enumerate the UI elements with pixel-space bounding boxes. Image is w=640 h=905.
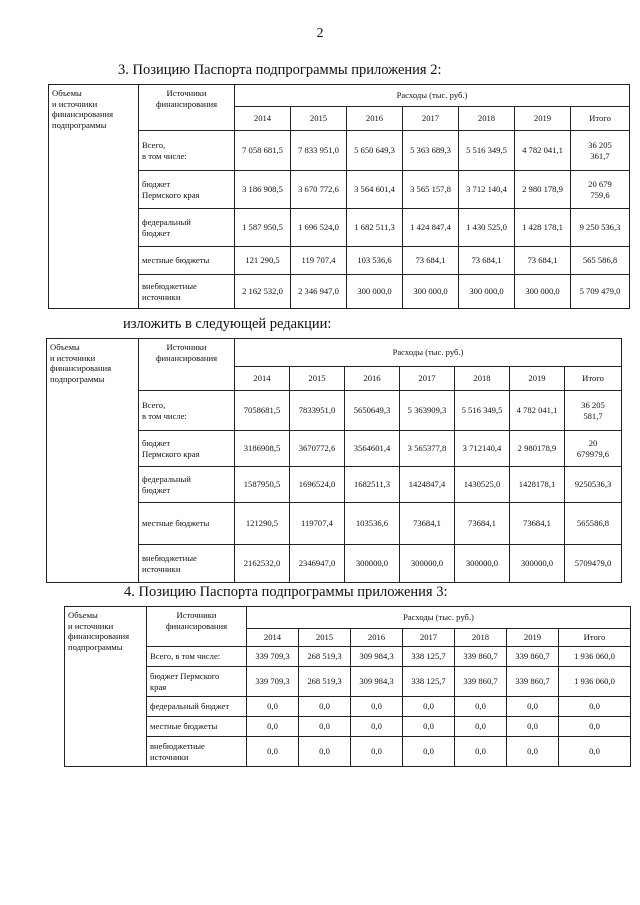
year-header: 2018 xyxy=(455,367,510,391)
amount-cell: 20 679979,6 xyxy=(565,431,622,467)
source-label: федеральный бюджет xyxy=(139,467,235,503)
amount-cell: 0,0 xyxy=(351,737,403,767)
volume-label: Объемы и источники финансирования подпрограммы xyxy=(49,85,139,309)
amount-cell: 1 682 511,3 xyxy=(347,209,403,247)
amount-cell: 0,0 xyxy=(299,737,351,767)
amount-cell: 1428178,1 xyxy=(510,467,565,503)
amount-cell: 73684,1 xyxy=(510,503,565,545)
amount-cell: 300 000,0 xyxy=(403,275,459,309)
amount-cell: 0,0 xyxy=(247,697,299,717)
amount-cell: 7 833 951,0 xyxy=(291,131,347,171)
amount-cell: 0,0 xyxy=(455,717,507,737)
source-label: федеральный бюджет xyxy=(147,697,247,717)
amount-cell: 300 000,0 xyxy=(347,275,403,309)
amount-cell: 36 205 361,7 xyxy=(571,131,630,171)
source-label: Всего, в том числе: xyxy=(139,131,235,171)
source-label: бюджет Пермского края xyxy=(139,171,235,209)
financing-table-appendix-3 xyxy=(64,606,631,767)
amount-cell: 7833951,0 xyxy=(290,391,345,431)
amount-cell: 5 516 349,5 xyxy=(455,391,510,431)
amount-cell: 3 186 908,5 xyxy=(235,171,291,209)
amount-cell: 2 980 178,9 xyxy=(515,171,571,209)
amount-cell: 339 860,7 xyxy=(455,667,507,697)
sources-header: Источники финансирования xyxy=(139,85,235,131)
amount-cell: 5 516 349,5 xyxy=(459,131,515,171)
expenses-header: Расходы (тыс. руб.) xyxy=(235,339,622,367)
amount-cell: 0,0 xyxy=(299,717,351,737)
amount-cell: 9250536,3 xyxy=(565,467,622,503)
amount-cell: 103536,6 xyxy=(345,503,400,545)
year-header: Итого xyxy=(565,367,622,391)
amount-cell: 0,0 xyxy=(559,697,631,717)
amount-cell: 0,0 xyxy=(247,717,299,737)
heading-position-3: 3. Позицию Паспорта подпрограммы приложения 2: xyxy=(118,62,442,78)
amount-cell: 339 860,7 xyxy=(507,667,559,697)
amount-cell: 2 162 532,0 xyxy=(235,275,291,309)
amount-cell: 103 536,6 xyxy=(347,247,403,275)
amount-cell: 268 519,3 xyxy=(299,647,351,667)
amount-cell: 268 519,3 xyxy=(299,667,351,697)
year-header: 2016 xyxy=(345,367,400,391)
amount-cell: 1 424 847,4 xyxy=(403,209,459,247)
amount-cell: 300000,0 xyxy=(400,545,455,583)
amount-cell: 1 430 525,0 xyxy=(459,209,515,247)
page-number: 2 xyxy=(316,26,324,41)
amount-cell: 300000,0 xyxy=(345,545,400,583)
amount-cell: 339 860,7 xyxy=(507,647,559,667)
amount-cell: 2 346 947,0 xyxy=(291,275,347,309)
amount-cell: 300000,0 xyxy=(510,545,565,583)
amount-cell: 1424847,4 xyxy=(400,467,455,503)
amount-cell: 338 125,7 xyxy=(403,647,455,667)
amount-cell: 0,0 xyxy=(455,697,507,717)
year-header: 2017 xyxy=(403,629,455,647)
amount-cell: 300000,0 xyxy=(455,545,510,583)
year-header: 2016 xyxy=(347,107,403,131)
amount-cell: 121 290,5 xyxy=(235,247,291,275)
source-label: местные бюджеты xyxy=(147,717,247,737)
amount-cell: 339 709,3 xyxy=(247,647,299,667)
year-header: 2019 xyxy=(510,367,565,391)
year-header: 2016 xyxy=(351,629,403,647)
amount-cell: 3 712 140,4 xyxy=(459,171,515,209)
year-header: Итого xyxy=(571,107,630,131)
amount-cell: 3 565 157,8 xyxy=(403,171,459,209)
amount-cell: 1430525,0 xyxy=(455,467,510,503)
amount-cell: 3 564 601,4 xyxy=(347,171,403,209)
amount-cell: 1 696 524,0 xyxy=(291,209,347,247)
amount-cell: 0,0 xyxy=(403,697,455,717)
amount-cell: 119 707,4 xyxy=(291,247,347,275)
amount-cell: 565586,8 xyxy=(565,503,622,545)
amount-cell: 0,0 xyxy=(299,697,351,717)
year-header: 2019 xyxy=(507,629,559,647)
amount-cell: 300 000,0 xyxy=(515,275,571,309)
amount-cell: 0,0 xyxy=(507,697,559,717)
volume-label: Объемы и источники финансирования подпрограммы xyxy=(47,339,139,583)
source-label: внебюджетные источники xyxy=(139,275,235,309)
amount-cell: 7058681,5 xyxy=(235,391,290,431)
amount-cell: 73 684,1 xyxy=(515,247,571,275)
volume-label: Объемы и источники финансирования подпрограммы xyxy=(65,607,147,767)
amount-cell: 339 860,7 xyxy=(455,647,507,667)
amount-cell: 4 782 041,1 xyxy=(510,391,565,431)
amount-cell: 3 670 772,6 xyxy=(291,171,347,209)
expenses-header: Расходы (тыс. руб.) xyxy=(235,85,630,107)
heading-position-4: 4. Позицию Паспорта подпрограммы приложения 3: xyxy=(124,584,448,600)
year-header: 2015 xyxy=(291,107,347,131)
amount-cell: 1587950,5 xyxy=(235,467,290,503)
amount-cell: 2162532,0 xyxy=(235,545,290,583)
year-header: 2015 xyxy=(290,367,345,391)
amount-cell: 2346947,0 xyxy=(290,545,345,583)
amount-cell: 3564601,4 xyxy=(345,431,400,467)
expenses-header: Расходы (тыс. руб.) xyxy=(247,607,631,629)
source-label: бюджет Пермского края xyxy=(147,667,247,697)
year-header: 2017 xyxy=(403,107,459,131)
source-label: Всего, в том числе: xyxy=(139,391,235,431)
source-label: местные бюджеты xyxy=(139,503,235,545)
amount-cell: 7 058 681,5 xyxy=(235,131,291,171)
amount-cell: 4 782 041,1 xyxy=(515,131,571,171)
amount-cell: 1 936 060,0 xyxy=(559,647,631,667)
year-header: 2014 xyxy=(235,367,290,391)
amount-cell: 0,0 xyxy=(507,737,559,767)
amount-cell: 0,0 xyxy=(403,737,455,767)
amount-cell: 36 205 581,7 xyxy=(565,391,622,431)
amount-cell: 0,0 xyxy=(247,737,299,767)
sources-header: Источники финансирования xyxy=(139,339,235,391)
amount-cell: 5 363 689,3 xyxy=(403,131,459,171)
amount-cell: 0,0 xyxy=(351,717,403,737)
amount-cell: 73 684,1 xyxy=(459,247,515,275)
amount-cell: 1 587 950,5 xyxy=(235,209,291,247)
amount-cell: 20 679 759,6 xyxy=(571,171,630,209)
amount-cell: 5 709 479,0 xyxy=(571,275,630,309)
amount-cell: 0,0 xyxy=(507,717,559,737)
amount-cell: 0,0 xyxy=(403,717,455,737)
source-label: Всего, в том числе: xyxy=(147,647,247,667)
heading-new-edition: изложить в следующей редакции: xyxy=(123,316,332,332)
year-header: 2017 xyxy=(400,367,455,391)
amount-cell: 73 684,1 xyxy=(403,247,459,275)
amount-cell: 309 984,3 xyxy=(351,667,403,697)
amount-cell: 73684,1 xyxy=(400,503,455,545)
amount-cell: 5650649,3 xyxy=(345,391,400,431)
sources-header: Источники финансирования xyxy=(147,607,247,647)
amount-cell: 0,0 xyxy=(559,737,631,767)
amount-cell: 5 363909,3 xyxy=(400,391,455,431)
amount-cell: 3 712140,4 xyxy=(455,431,510,467)
year-header: Итого xyxy=(559,629,631,647)
amount-cell: 300 000,0 xyxy=(459,275,515,309)
source-label: внебюджетные источники xyxy=(139,545,235,583)
amount-cell: 3186908,5 xyxy=(235,431,290,467)
amount-cell: 339 709,3 xyxy=(247,667,299,697)
amount-cell: 9 250 536,3 xyxy=(571,209,630,247)
amount-cell: 5709479,0 xyxy=(565,545,622,583)
amount-cell: 0,0 xyxy=(455,737,507,767)
amount-cell: 121290,5 xyxy=(235,503,290,545)
year-header: 2014 xyxy=(247,629,299,647)
source-label: внебюджетные источники xyxy=(147,737,247,767)
amount-cell: 309 984,3 xyxy=(351,647,403,667)
amount-cell: 2 980178,9 xyxy=(510,431,565,467)
source-label: местные бюджеты xyxy=(139,247,235,275)
amount-cell: 1 936 060,0 xyxy=(559,667,631,697)
amount-cell: 0,0 xyxy=(559,717,631,737)
year-header: 2014 xyxy=(235,107,291,131)
source-label: бюджет Пермского края xyxy=(139,431,235,467)
amount-cell: 0,0 xyxy=(351,697,403,717)
financing-table-original xyxy=(48,84,630,309)
year-header: 2018 xyxy=(459,107,515,131)
amount-cell: 1696524,0 xyxy=(290,467,345,503)
year-header: 2019 xyxy=(515,107,571,131)
amount-cell: 338 125,7 xyxy=(403,667,455,697)
source-label: федеральный бюджет xyxy=(139,209,235,247)
amount-cell: 119707,4 xyxy=(290,503,345,545)
amount-cell: 1 428 178,1 xyxy=(515,209,571,247)
amount-cell: 565 586,8 xyxy=(571,247,630,275)
year-header: 2015 xyxy=(299,629,351,647)
financing-table-new xyxy=(46,338,622,583)
amount-cell: 3670772,6 xyxy=(290,431,345,467)
amount-cell: 73684,1 xyxy=(455,503,510,545)
amount-cell: 3 565377,8 xyxy=(400,431,455,467)
amount-cell: 1682511,3 xyxy=(345,467,400,503)
amount-cell: 5 650 649,3 xyxy=(347,131,403,171)
year-header: 2018 xyxy=(455,629,507,647)
